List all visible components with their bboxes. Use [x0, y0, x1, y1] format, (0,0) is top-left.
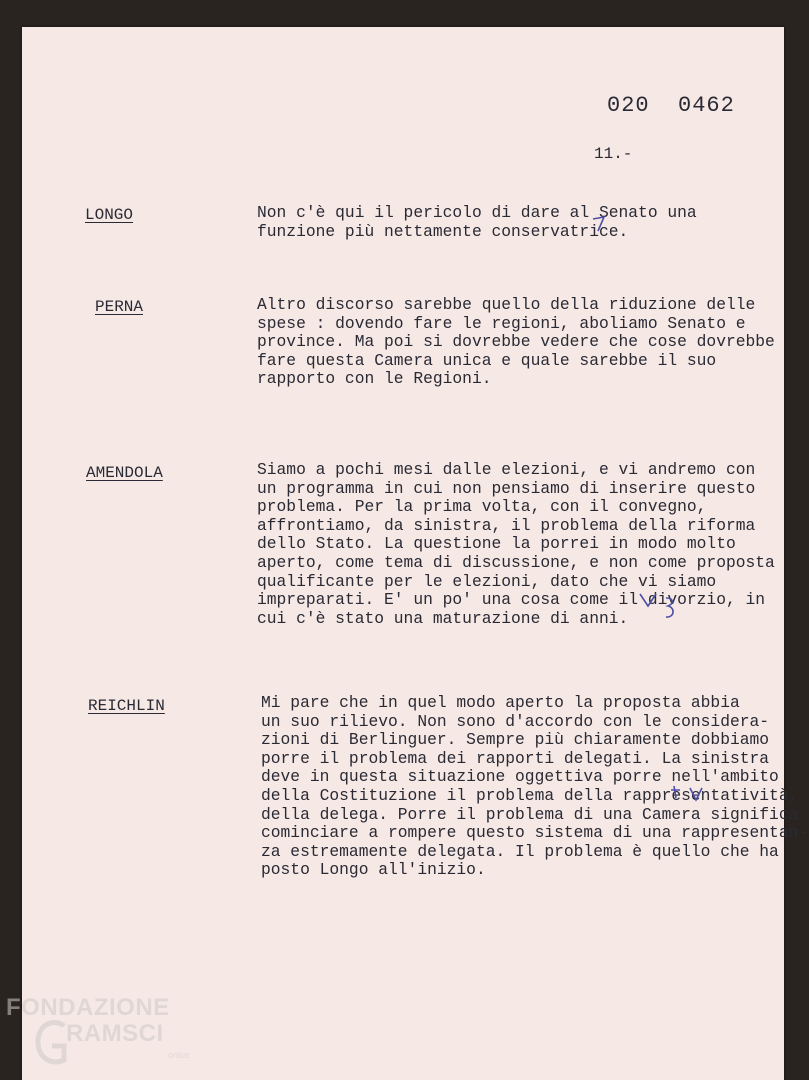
- speech-perna: Altro discorso sarebbe quello della riduzione delle spese : dovendo fare le regioni, aboliamo Senato e province. Ma poi si dovrebbe vedere che cose dovrebbe fare questa Camera unica e quale sarebbe il suo rapporto con le Regioni.: [257, 295, 775, 389]
- speech-amendola: Siamo a pochi mesi dalle elezioni, e vi andremo con un programma in cui non pensiamo di inserire questo problema. Per la prima volta, con il convegno, affrontiamo, da sinistra, il problema della riforma dello Stato. La questione la porrei in modo molto aperto, come tema di discussione, e non come proposta qualificante per le elezioni, dato che vi siamo impreparati. E' un po' una cosa come il divorzio, in cui c'è stato una maturazione di anni.: [257, 460, 775, 628]
- handwritten-correction-mark: [590, 213, 608, 237]
- page-number: 11.-: [594, 145, 633, 163]
- speaker-perna: PERNA: [95, 298, 144, 316]
- speaker-amendola: AMENDOLA: [86, 464, 163, 482]
- document-number: 020 0462: [607, 93, 735, 118]
- logo-suffix: onlus: [168, 1050, 190, 1060]
- handwritten-correction-mark: [670, 784, 710, 806]
- fondazione-gramsci-logo: [6, 994, 236, 1074]
- speaker-reichlin: REICHLIN: [88, 697, 165, 715]
- speech-reichlin: Mi pare che in quel modo aperto la proposta abbia un suo rilievo. Non sono d'accordo con le considera- zioni di Berlinguer. Sempre più chiaramente dobbiamo porre il problema dei rapporti delegati. La sinistra deve in questa situazione oggettiva porre nell'ambito della Costituzione il problema della rappresentatività, della delega. Porre il problema di una Camera significa cominciare a rompere questo sistema di una rappresentan- za estremamente delegata. Il problema è quello che ha posto Longo all'inizio.: [261, 693, 809, 880]
- handwritten-correction-mark: [636, 590, 678, 624]
- document-page: [22, 27, 809, 1080]
- logo-line2: RAMSCI: [66, 1020, 164, 1047]
- logo-line1: FONDAZIONE: [6, 994, 170, 1021]
- speech-longo: Non c'è qui il pericolo di dare al Senato una funzione più nettamente conservatrice.: [257, 203, 697, 241]
- logo-g-icon: [34, 1018, 68, 1070]
- speaker-longo: LONGO: [85, 206, 134, 224]
